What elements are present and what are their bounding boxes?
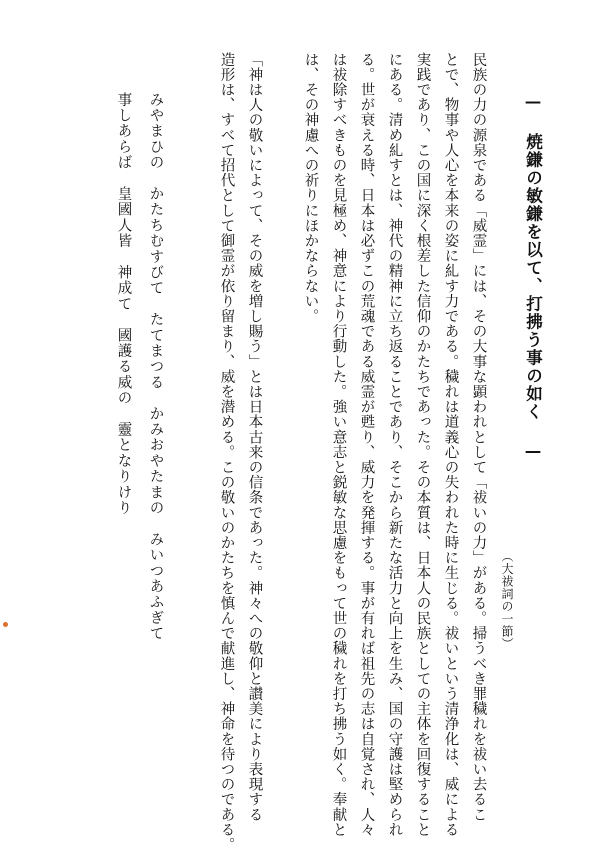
paragraph-1-line-4: にある。清め糺すとは、神代の精神に立ち返ることであり、そこから新たな活力と向上を生み、国の守護は堅められ — [386, 52, 403, 838]
source-note: （大祓詞の一節） — [500, 550, 514, 650]
paragraph-1-line-2: とで、物事や人心を本来の姿に糺す力である。穢れは道義心の失われた時に生じる。祓いという清浄化は、威による — [442, 52, 459, 838]
paragraph-1-line-7: は、その神慮への祈りにほかならない。 — [302, 52, 319, 324]
paragraph-2-line-1: 「神は人の敬いによって、その威を増し賜う」とは日本古来の信条であった。神々への敬仰と讃美により表現する — [246, 52, 263, 823]
scan-speck — [3, 622, 8, 627]
paragraph-1-line-1: 民族の力の源泉である「威霊」には、その大事な顕われとして「祓いの力」がある。掃うべき罪穢れを祓い去るこ — [470, 52, 487, 823]
paragraph-1-line-5: る。世が衰える時、日本は必ずこの荒魂である威霊が甦り、威力を発揮する。事が有れば祖先の志は自覚され、人々 — [358, 52, 375, 838]
verse-line-1: みやまひの かたちむすびて たてまつる かみおやたまの みいつあふぎて — [147, 92, 164, 642]
paragraph-1-line-3: 実践であり、この国に深く根差した信仰のかたちであった。その本質は、日本人の民族としての主体を回復すること — [414, 52, 431, 838]
verse-line-2: 事しあらば 皇國人皆 神成て 國護る威の 靈となりけり — [115, 92, 132, 516]
paragraph-2-line-2: 造形は、すべて招代として御霊が依り留まり、威を潜める。この敬いのかたちを慎んで献進し、神命を待つのである。 — [218, 52, 235, 852]
paragraph-1-line-6: は祓除すべきものを見極め、神意により行動した。強い意志と鋭敏な思慮をもって世の穢れを打ち拂う如く。奉献と — [330, 52, 347, 838]
document-title: — 焼鎌の敏鎌を以て、打拂う事の如く — — [523, 92, 543, 462]
